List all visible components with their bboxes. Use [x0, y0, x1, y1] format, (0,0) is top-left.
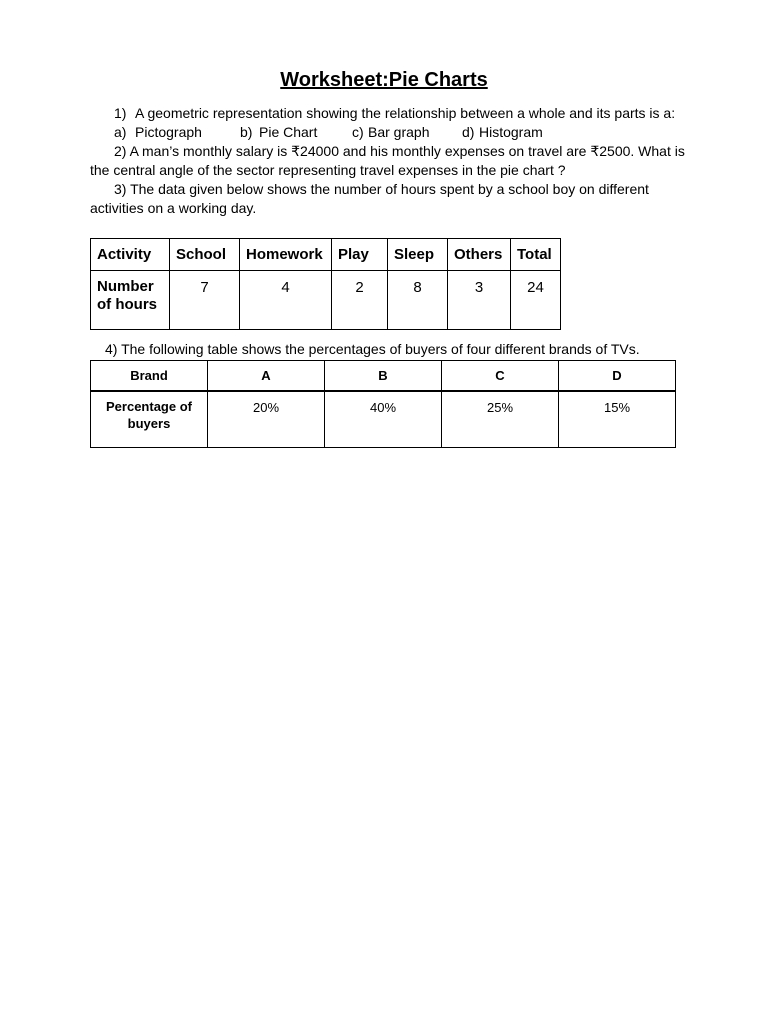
page-title: Worksheet:Pie Charts	[280, 69, 488, 91]
table-cell: 15%	[559, 391, 676, 448]
q1-option-d-letter: d)	[462, 124, 475, 140]
table-header-cell: C	[442, 361, 559, 392]
row-label-line2: buyers	[127, 416, 171, 431]
q1-text: A geometric representation showing the relationship between a whole and its parts is a:	[135, 105, 676, 121]
table-header-cell: Others	[448, 239, 511, 271]
table-header-cell: School	[170, 239, 240, 271]
q1-option-c-text: Bar graph	[368, 124, 430, 140]
table-cell: 3	[448, 271, 511, 330]
q4-text: 4) The following table shows the percentages of buyers of four different brands of TVs.	[105, 341, 640, 357]
q1-option-d-text: Histogram	[479, 124, 543, 140]
table-cell: 2	[332, 271, 388, 330]
q2-line2: the central angle of the sector representing travel expenses in the pie chart ?	[90, 162, 566, 178]
table-header-cell: D	[559, 361, 676, 392]
table-header-cell: Brand	[91, 361, 208, 392]
table-header-cell: Total	[511, 239, 561, 271]
q3-line1: 3) The data given below shows the number of hours spent by a school boy on different	[114, 181, 649, 197]
table-header-cell: B	[325, 361, 442, 392]
table-header-row	[91, 239, 561, 271]
table-cell: 24	[511, 271, 561, 330]
table-cell: 4	[240, 271, 332, 330]
activity-hours-table	[90, 238, 561, 330]
table-row-label	[91, 391, 208, 448]
q1-option-b-text: Pie Chart	[259, 124, 318, 140]
table-header-cell: Homework	[240, 239, 332, 271]
row-label-line1: Percentage of	[106, 399, 192, 414]
row-label-line2: of hours	[97, 296, 157, 313]
q3-line2: activities on a working day.	[90, 200, 257, 216]
q1-option-a-text: Pictograph	[135, 124, 202, 140]
table-cell: 40%	[325, 391, 442, 448]
q1-number: 1)	[114, 105, 127, 121]
tv-brands-table	[90, 360, 676, 448]
q1-option-c-letter: c)	[352, 124, 364, 140]
table-cell: 25%	[442, 391, 559, 448]
row-label-line1: Number	[97, 278, 154, 295]
table-header-cell: A	[208, 361, 325, 392]
table-cell: 8	[388, 271, 448, 330]
q1-option-b-letter: b)	[240, 124, 253, 140]
table-cell: 20%	[208, 391, 325, 448]
table-row	[91, 391, 676, 448]
q2-line1: 2) A man’s monthly salary is ₹24000 and his monthly expenses on travel are ₹2500. What is	[114, 143, 685, 159]
table-cell: 7	[170, 271, 240, 330]
table-header-cell: Activity	[91, 239, 170, 271]
q1-option-a-letter: a)	[114, 124, 127, 140]
table-row	[91, 271, 561, 330]
table-row-label	[91, 271, 170, 330]
table-header-cell: Sleep	[388, 239, 448, 271]
table-header-cell: Play	[332, 239, 388, 271]
table-header-row	[91, 361, 676, 392]
